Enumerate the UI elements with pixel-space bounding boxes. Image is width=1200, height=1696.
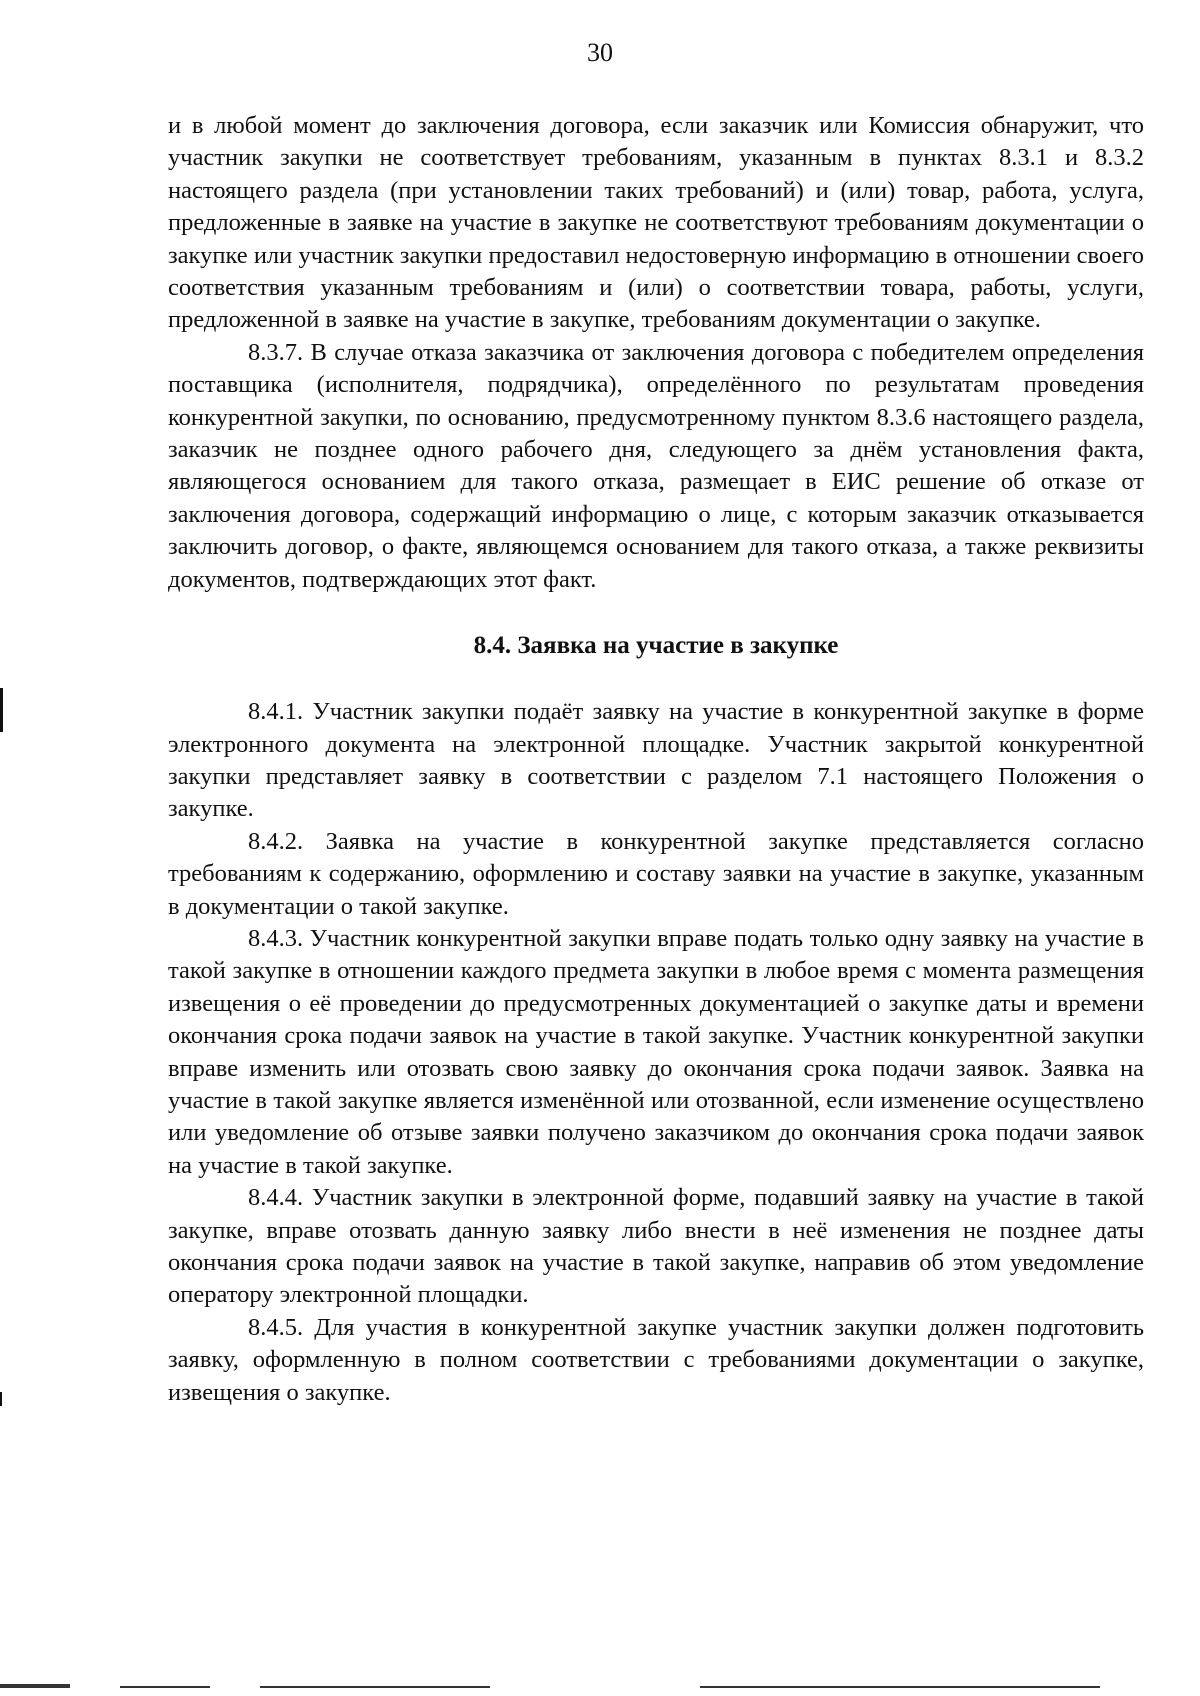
paragraph-8-4-4: 8.4.4. Участник закупки в электронной форме, подавший заявку на участие в такой закупке, вправе отозвать данную заявку либо внести в неё изменения не позднее даты окончания срока подачи заявок на участие в такой закупке, направив об этом уведомление оператору электронной площадки. — [168, 1184, 1144, 1309]
paragraph-8-4-1: 8.4.1. Участник закупки подаёт заявку на участие в конкурентной закупке в форме электронного документа на электронной площадке. Участник закрытой конкурентной закупки представляет заявку в соответствии с разделом 7.1 настоящего Положения о закупке. — [168, 698, 1144, 823]
scan-bottom-line — [120, 1686, 210, 1688]
scan-bottom-line — [260, 1686, 490, 1688]
paragraph-continuation: и в любой момент до заключения договора, если заказчик или Комиссия обнаружит, что участник закупки не соответствует требованиям, указанным в пунктах 8.3.1 и 8.3.2 настоящего раздела (при установлении таких требований) и (или) товар, работа, услуга, предложенные в заявке на участие в закупке не соответствуют требованиям документации о закупке или участник закупки предоставил недостоверную информацию в отношении своего соответствия указанным требованиям и (или) о соответствии товара, работы, услуги, предложенной в заявке на участие в закупке, требованиям документации о закупке. — [168, 112, 1144, 334]
paragraph-8-4-3: 8.4.3. Участник конкурентной закупки вправе подать только одну заявку на участие в такой закупке в отношении каждого предмета закупки в любое время с момента размещения извещения о её проведении до предусмотренных документацией о закупке даты и времени окончания срока подачи заявок на участие в такой закупке. Участник конкурентной закупки вправе изменить или отозвать свою заявку до окончания срока подачи заявок. Заявка на участие в такой закупке является изменённой или отозванной, если изменение осуществлено или уведомление об отзыве заявки получено заказчиком до окончания срока подачи заявок на участие в такой закупке. — [168, 924, 1144, 1179]
scan-margin-mark-small — [0, 1392, 2, 1406]
paragraph-8-4-2: 8.4.2. Заявка на участие в конкурентной закупке представляется согласно требованиям к содержанию, оформлению и составу заявки на участие в закупке, указанным в документации о такой закупке. — [168, 827, 1144, 920]
section-heading: 8.4. Заявка на участие в закупке — [473, 632, 839, 660]
scan-bottom-line — [700, 1686, 1100, 1688]
document-body — [168, 110, 1144, 1409]
paragraph-8-4-5: 8.4.5. Для участия в конкурентной закупке участник закупки должен подготовить заявку, оформленную в полном соответствии с требованиями документации о закупке, извещения о закупке. — [168, 1313, 1144, 1406]
page-number: 30 — [587, 38, 613, 67]
scan-margin-mark — [0, 688, 3, 732]
scan-bottom-line — [0, 1684, 70, 1688]
paragraph-8-3-7: 8.3.7. В случае отказа заказчика от заключения договора с победителем определения поставщика (исполнителя, подрядчика), определённого по результатам проведения конкурентной закупки, по основанию, предусмотренному пунктом 8.3.6 настоящего раздела, заказчик не позднее одного рабочего дня, следующего за днём установления факта, являющегося основанием для такого отказа, размещает в ЕИС решение об отказе от заключения договора, содержащий информацию о лице, с которым заказчик отказывается заключить договор, о факте, являющемся основанием для такого отказа, а также реквизиты документов, подтверждающих этот факт. — [168, 338, 1144, 593]
